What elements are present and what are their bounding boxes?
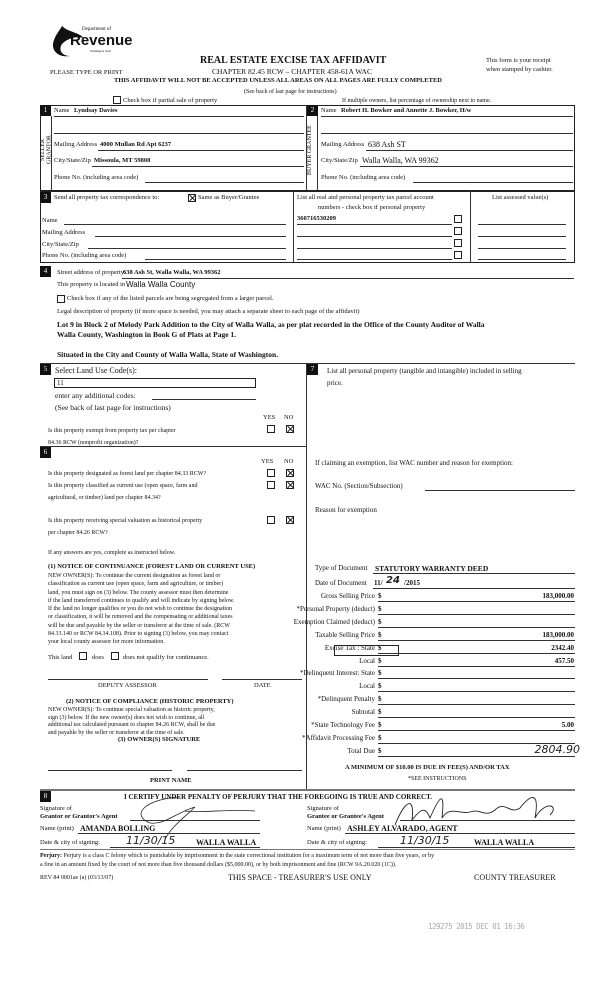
corr-phone-label: Phone No. (including area code) [42, 252, 127, 259]
see-instructions: *SEE INSTRUCTIONS [408, 776, 467, 782]
grantor-agent-label: Grantor or Grantor's Agent [40, 813, 118, 820]
doc-date-label: Date of Document [315, 579, 367, 587]
doc-type[interactable]: STATUTORY WARRANTY DEED [375, 564, 489, 573]
deputy-assessor: DEPUTY ASSESSOR [98, 682, 157, 689]
fee-label: Exemption Claimed (deduct) [293, 617, 375, 626]
dollar-sign: $ [378, 682, 382, 691]
parcel-header-2: numbers - check box if personal property [318, 204, 426, 211]
see-back: (See back of last page for instructions) [244, 89, 337, 95]
same-as-buyer-label: Same as Buyer/Grantee [198, 194, 260, 201]
dollar-sign: $ [378, 604, 382, 613]
section-5-badge: 5 [40, 364, 51, 375]
personal-property-label-2: price. [327, 379, 343, 387]
exemption-claim-label: If claiming an exemption, list WAC number and reason for exemption: [315, 459, 513, 467]
fee-value[interactable]: 2804.90 [534, 742, 580, 756]
fee-value[interactable]: 457.50 [554, 656, 574, 665]
sec5-see-back: (See back of last page for instructions) [55, 403, 171, 412]
wac-input[interactable] [425, 490, 575, 491]
historic-yes-checkbox[interactable] [267, 516, 275, 524]
notice-compliance-text: NEW OWNER(S): To continue special valuation as historic property, sign (3) below. If the new owner(s) does not wish to continue, all additional tax calculated pursuant to chapter 84.26 RCW, shall be due and payable by the seller or transferor at the time of sale. [48, 707, 216, 736]
partial-label: Check box if partial sale of property [123, 97, 218, 104]
section-8-badge: 8 [40, 791, 51, 802]
does-not-qualify-checkbox[interactable] [111, 652, 119, 660]
personal-property-checkbox[interactable] [454, 215, 462, 223]
fee-label: Excise Tax : State [324, 643, 375, 652]
section-4-badge: 4 [40, 266, 51, 277]
county[interactable]: Walla Walla County [126, 280, 196, 289]
fee-label: *Personal Property (deduct) [296, 604, 375, 613]
dollar-sign: $ [378, 656, 382, 665]
personal-property-checkbox[interactable] [454, 239, 462, 247]
no-header: NO [284, 414, 294, 421]
grantor-date[interactable]: 11/30/15 [126, 834, 176, 847]
section-3-badge: 3 [40, 192, 51, 203]
fee-label: Taxable Selling Price [315, 630, 375, 639]
logo-revenue: Revenue [70, 32, 133, 49]
warning: THIS AFFIDAVIT WILL NOT BE ACCEPTED UNLESS ALL AREAS ON ALL PAGES ARE FULLY COMPLETED [114, 77, 442, 84]
same-as-buyer-checkbox[interactable] [188, 194, 196, 202]
section-2-badge: 2 [307, 105, 318, 116]
current-use-yes-checkbox[interactable] [267, 481, 275, 489]
buyer-name-label: Name [321, 107, 337, 114]
grantee-sig-label: Signature of [307, 805, 339, 812]
dollar-sign: $ [378, 630, 382, 639]
legal-description: Lot 9 in Block 2 of Melody Park Addition to the City of Walla Walla, as per plat recorded in the Office of the County Auditor of Walla [57, 320, 485, 329]
fee-label: Local [359, 682, 375, 691]
doc-date-month[interactable]: 11/ [374, 579, 383, 587]
fee-label: *Delinquent Penalty [317, 695, 375, 704]
receipt-note: This form is your receipt [486, 57, 551, 64]
exempt-yes-checkbox[interactable] [267, 425, 275, 433]
forest-question: Is this property designated as forest land per chapter 84.33 RCW? [48, 471, 207, 477]
perjury-note: Perjury: Perjury is a class C felony which is punishable by imprisonment in the state correctional institution for a maximum term of not more than five years, or by [40, 853, 435, 859]
fee-label: Local [359, 656, 375, 665]
no-header: NO [284, 458, 294, 465]
forest-yes-checkbox[interactable] [267, 469, 275, 477]
fee-value[interactable]: 183,000.00 [542, 592, 574, 600]
dollar-sign: $ [378, 617, 382, 626]
reason-label: Reason for exemption [315, 506, 377, 514]
legal-label: Legal description of property (if more space is needed, you may attach a separate sheet to each page of the affidavit) [57, 308, 360, 315]
grantee-agent-label: Grantee or Grantee's Agent [307, 813, 384, 820]
forest-no-checkbox[interactable] [286, 469, 294, 477]
historic-question: Is this property receiving special valuation as historical property [48, 518, 203, 524]
date-label: DATE [254, 682, 271, 689]
form-revision: REV 84 0001ae (a) (03/13/07) [40, 875, 114, 881]
exempt-question: Is this property exempt from property tax per chapter [48, 428, 176, 434]
exempt-no-checkbox[interactable] [286, 425, 294, 433]
chapter: CHAPTER 82.45 RCW – CHAPTER 458-61A WAC [212, 67, 372, 76]
seller-city-label: City/State/Zip [54, 157, 91, 164]
grantor-name[interactable]: AMANDA BOLLING [80, 824, 156, 833]
current-use-question-2: agricultural, or timber) land per chapter 84.34? [48, 495, 161, 501]
grantor-name-label: Name (print) [40, 825, 74, 832]
current-use-no-checkbox[interactable] [286, 481, 294, 489]
perjury-note-2: a fine in an amount fixed by the court of not more than five thousand dollars ($5,000.00), or by both imprisonment and fine (RCW 9A.20.020 (1C)). [40, 862, 397, 868]
doc-date-day[interactable]: 24 [386, 575, 400, 586]
yes-header: YES [261, 458, 274, 465]
fee-label: *Delinquent Interest: State [299, 669, 375, 678]
fee-label: Total Due [347, 746, 375, 755]
yes-header: YES [263, 414, 276, 421]
dollar-sign: $ [378, 733, 382, 742]
fee-label: *Affidavit Processing Fee [302, 733, 375, 742]
seller-name-label: Name [54, 107, 70, 114]
logo-dept: Department of [82, 27, 112, 32]
receipt-stamp: 129275 2015 DEC 01 16:36 [428, 922, 525, 931]
section-7-badge: 7 [307, 364, 318, 375]
buyer-name[interactable]: Robert H. Bowker and Annette J. Bowker, H/w [341, 107, 472, 114]
seller-phone-field[interactable] [145, 182, 304, 183]
grantee-name[interactable]: ASHLEY ALVARADO, AGENT [347, 824, 458, 833]
seller-city[interactable]: Missoula, MT 59808 [94, 157, 151, 164]
buyer-mail-label: Mailing Address [321, 141, 365, 148]
corr-name-label: Name [42, 217, 58, 224]
does-label: does [92, 654, 104, 661]
section-1-badge: 1 [40, 105, 51, 116]
seller-phone-label: Phone No. (including area code) [54, 174, 139, 181]
seller-label: SELLER GRANTOR [40, 135, 53, 165]
fee-value[interactable]: 183,000.00 [542, 630, 574, 639]
fee-label: Subtotal [351, 708, 375, 717]
land-use-label: Select Land Use Code(s): [55, 366, 137, 375]
dollar-sign: $ [378, 708, 382, 717]
buyer-mail[interactable]: 638 Ash ST [368, 140, 406, 149]
form-title: REAL ESTATE EXCISE TAX AFFIDAVIT [200, 55, 387, 66]
receipt-note-2: when stamped by cashier. [486, 66, 553, 73]
dollar-sign: $ [378, 643, 382, 652]
street-address[interactable]: 638 Ash St, Walla Walla, WA 99362 [123, 269, 221, 276]
additional-codes-label: enter any additional codes: [55, 391, 136, 400]
wac-label: WAC No. (Section/Subsection) [315, 482, 403, 490]
corr-city-label: City/State/Zip [42, 241, 79, 248]
buyer-city-label: City/State/Zip [321, 157, 358, 164]
send-correspondence: Send all property tax correspondence to: [54, 194, 160, 201]
print-name-label: PRINT NAME [150, 777, 192, 784]
certification: I CERTIFY UNDER PENALTY OF PERJURY THAT THE FOREGOING IS TRUE AND CORRECT. [124, 793, 433, 801]
seller-name[interactable]: Lyndsay Davies [74, 107, 118, 114]
does-not-label: does not qualify for continuance. [123, 654, 209, 661]
dollar-sign: $ [378, 695, 382, 704]
fee-label: Gross Selling Price [320, 592, 375, 600]
segregated-label: Check box if any of the listed parcels are being segregated from a larger parcel. [67, 295, 274, 302]
historic-question-2: per chapter 84.26 RCW? [48, 530, 108, 536]
grantee-city[interactable]: WALLA WALLA [474, 838, 535, 847]
dollar-sign: $ [378, 721, 382, 729]
county-treasurer: COUNTY TREASURER [474, 873, 556, 882]
exempt-question-2: 84.36 RCW (nonprofit organization)? [48, 440, 139, 446]
partial-sale-checkbox[interactable] [113, 96, 121, 104]
additional-codes-input[interactable] [152, 399, 256, 400]
section-6-badge: 6 [40, 447, 51, 458]
multiple-owners: If multiple owners, list percentage of ownership next to name. [342, 98, 492, 104]
local-code-box[interactable] [334, 645, 399, 656]
notice-continuance-title: (1) NOTICE OF CONTINUANCE (FOREST LAND OR CURRENT USE) [48, 563, 256, 570]
grantor-city[interactable]: WALLA WALLA [196, 838, 257, 847]
doc-date-year[interactable]: /2015 [404, 579, 420, 587]
parcel-header: List all real and personal property tax parcel account [297, 194, 434, 201]
situated: Situated in the City and County of Walla Walla, State of Washington. [57, 350, 279, 359]
seller-mail[interactable]: 4000 Mullan Rd Apt 6237 [100, 141, 172, 148]
corr-mail-label: Mailing Address [42, 229, 86, 236]
doc-type-label: Type of Document [315, 564, 368, 572]
dollar-sign: $ [378, 746, 382, 755]
grantor-date-label: Date & city of signing: [40, 839, 100, 846]
fee-label: *State Technology Fee [311, 721, 375, 729]
grantor-sig-label: Signature of [40, 805, 72, 812]
parcel-number[interactable]: 360716530209 [297, 215, 336, 222]
treasurer-use: THIS SPACE - TREASURER'S USE ONLY [228, 873, 372, 882]
dollar-sign: $ [378, 669, 382, 678]
this-land-label: This land [48, 654, 73, 661]
grantee-date[interactable]: 11/30/15 [400, 834, 450, 847]
historic-no-checkbox[interactable] [286, 516, 294, 524]
legal-description-2: Walla County, Washington in Book G of Plats at Page 1. [57, 330, 237, 339]
buyer-label: BUYER GRANTEE [307, 125, 313, 175]
assessed-header: List assessed value(s) [492, 194, 549, 201]
personal-property-checkbox[interactable] [454, 227, 462, 235]
land-use-code-input[interactable]: 11 [54, 378, 256, 388]
personal-property-label: List all personal property (tangible and intangible) included in selling [327, 367, 522, 375]
street-label: Street address of property: [57, 269, 126, 276]
please-type: PLEASE TYPE OR PRINT [50, 69, 123, 76]
owner-signature-title: (3) OWNER(S) SIGNATURE [118, 736, 201, 743]
located-label: This property is located in [57, 281, 126, 288]
current-use-question: Is this property classified as current use (open space, farm and [48, 483, 198, 489]
grantee-name-label: Name (print) [307, 825, 341, 832]
grantee-date-label: Date & city of signing: [307, 839, 367, 846]
notice-continuance-text: NEW OWNER(S): To continue the current designation as forest land or classification as current use (open space, farm and agriculture, or timber) land, you must sign on (3) below. The county assessor must then determine if the land transferred continues to qualify and will indicate by signing below. If the land no longer qualifies or you do not wish to continue the designation or classification, it will be removed and the compensating or additional taxes will be due and payable by the seller or transferor at the time of sale. (RCW 84.33.140 or RCW 84.34.108). Prior to signing (3) below, you may contact your local county assessor for more information. [48, 573, 235, 646]
dollar-sign: $ [378, 592, 382, 600]
personal-property-checkbox[interactable] [454, 251, 462, 259]
segregated-checkbox[interactable] [57, 295, 65, 303]
buyer-phone-field[interactable] [413, 182, 573, 183]
does-qualify-checkbox[interactable] [79, 652, 87, 660]
seller-mail-label: Mailing Address [54, 141, 98, 148]
buyer-city[interactable]: Walla Walla, WA 99362 [362, 156, 439, 165]
minimum-note: A MINIMUM OF $10.00 IS DUE IN FEE(S) AND/OR TAX [345, 764, 510, 771]
notice-compliance-title: (2) NOTICE OF COMPLIANCE (HISTORIC PROPERTY) [66, 698, 234, 705]
fee-value[interactable]: 2342.40 [551, 643, 574, 652]
logo-state: Washington State [90, 49, 112, 53]
buyer-phone-label: Phone No. (including area code) [321, 174, 406, 181]
fee-value[interactable]: 5.00 [561, 721, 574, 729]
if-yes-note: If any answers are yes, complete as instructed below. [48, 550, 176, 556]
